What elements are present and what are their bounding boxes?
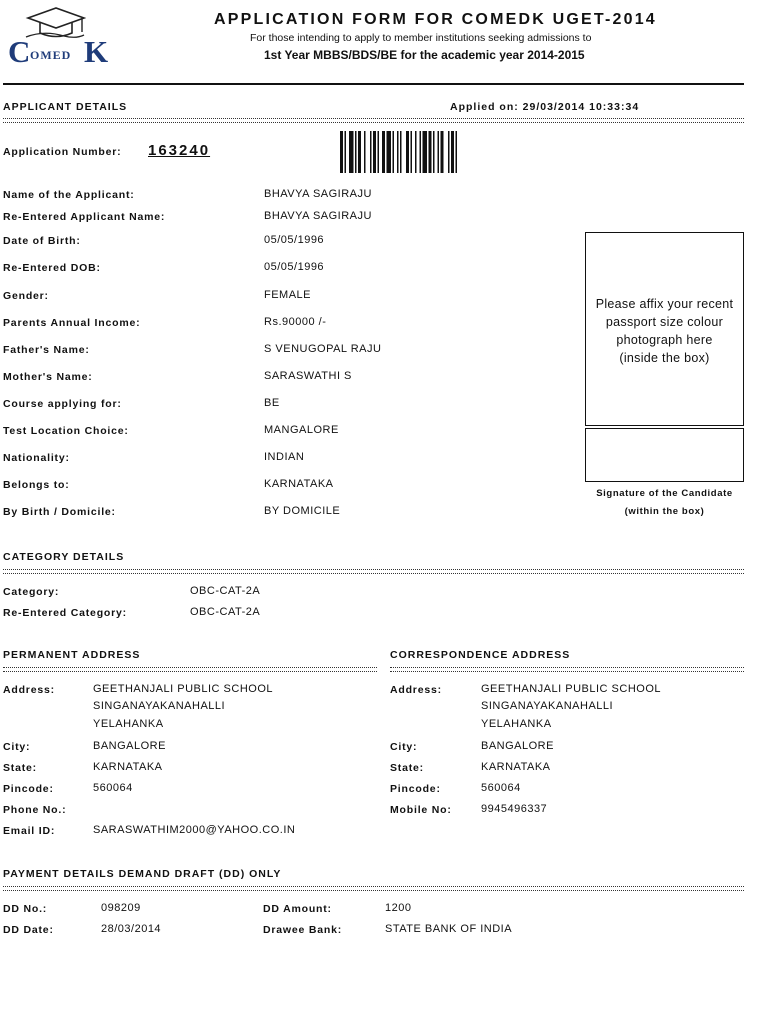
perm-email-value: SARASWATHIM2000@YAHOO.CO.IN (93, 824, 296, 836)
field-label: Re-Entered Applicant Name: (3, 211, 166, 223)
field-value: MANGALORE (264, 424, 339, 436)
field-value: BHAVYA SAGIRAJU (264, 188, 372, 200)
corr-mobile-value: 9945496337 (481, 803, 548, 815)
field-label: Mother's Name: (3, 371, 93, 383)
dd-no-value: 098209 (101, 902, 141, 914)
course-line: 1st Year MBBS/BDS/BE for the academic year 2014-2015 (264, 48, 585, 62)
form-subtitle: For those intending to apply to member institutions seeking admissions to (250, 32, 592, 44)
corr-state-label: State: (390, 762, 424, 774)
field-value: 05/05/1996 (264, 261, 325, 273)
perm-phone-label: Phone No.: (3, 804, 67, 816)
applicant-section-title: APPLICANT DETAILS (3, 101, 128, 113)
field-label: Father's Name: (3, 344, 90, 356)
field-label: Date of Birth: (3, 235, 81, 247)
drawee-bank-value: STATE BANK OF INDIA (385, 923, 513, 935)
section-divider (3, 569, 744, 574)
category-value: OBC-CAT-2A (190, 585, 261, 597)
field-value: Rs.90000 /- (264, 316, 327, 328)
perm-city-label: City: (3, 741, 31, 753)
perm-pincode-label: Pincode: (3, 783, 54, 795)
field-value: KARNATAKA (264, 478, 334, 490)
field-label: Name of the Applicant: (3, 189, 135, 201)
corr-state-value: KARNATAKA (481, 761, 551, 773)
section-divider (3, 886, 744, 891)
corr-mobile-label: Mobile No: (390, 804, 452, 816)
application-number-label: Application Number: (3, 146, 122, 158)
photo-box (585, 232, 744, 426)
field-value: SARASWATHI S (264, 370, 352, 382)
field-value: 05/05/1996 (264, 234, 325, 246)
logo-letters-omed: OMED (30, 48, 72, 62)
correspondence-address-title: CORRESPONDENCE ADDRESS (390, 649, 571, 661)
category-section-title: CATEGORY DETAILS (3, 551, 125, 563)
perm-address-label: Address: (3, 684, 55, 696)
corr-city-value: BANGALORE (481, 740, 554, 752)
corr-address-line: GEETHANJALI PUBLIC SCHOOL (481, 683, 661, 695)
graduation-cap-icon (24, 6, 86, 42)
field-label: Gender: (3, 290, 49, 302)
section-divider (3, 118, 744, 123)
photo-instructions: Please affix your recent passport size colour photograph here (inside the box) (595, 297, 734, 365)
field-value: BY DOMICILE (264, 505, 341, 517)
drawee-bank-label: Drawee Bank: (263, 924, 343, 936)
field-label: Belongs to: (3, 479, 70, 491)
permanent-address-title: PERMANENT ADDRESS (3, 649, 141, 661)
field-value: BHAVYA SAGIRAJU (264, 210, 372, 222)
logo-letter-c: C (8, 34, 31, 69)
field-label: By Birth / Domicile: (3, 506, 116, 518)
corr-address-line: YELAHANKA (481, 718, 552, 730)
perm-pincode-value: 560064 (93, 782, 133, 794)
field-label: Test Location Choice: (3, 425, 129, 437)
perm-email-label: Email ID: (3, 825, 56, 837)
field-label: Parents Annual Income: (3, 317, 141, 329)
perm-address-line: GEETHANJALI PUBLIC SCHOOL (93, 683, 273, 695)
barcode (340, 131, 496, 173)
reentered-category-label: Re-Entered Category: (3, 607, 127, 619)
corr-address-line: SINGANAYAKANAHALLI (481, 700, 614, 712)
reentered-category-value: OBC-CAT-2A (190, 606, 261, 618)
perm-city-value: BANGALORE (93, 740, 166, 752)
field-label: Course applying for: (3, 398, 122, 410)
field-label: Nationality: (3, 452, 70, 464)
applied-on: Applied on: 29/03/2014 10:33:34 (450, 101, 640, 113)
field-value: BE (264, 397, 280, 409)
perm-address-line: SINGANAYAKANAHALLI (93, 700, 226, 712)
signature-caption-sub: (within the box) (624, 506, 705, 517)
corr-city-label: City: (390, 741, 418, 753)
signature-caption: Signature of the Candidate (596, 488, 733, 499)
dd-date-label: DD Date: (3, 924, 54, 936)
perm-address-line: YELAHANKA (93, 718, 164, 730)
perm-state-label: State: (3, 762, 37, 774)
corr-pincode-value: 560064 (481, 782, 521, 794)
header-rule (3, 83, 744, 85)
section-divider (3, 667, 377, 672)
dd-no-label: DD No.: (3, 903, 48, 915)
signature-box (585, 428, 744, 482)
field-label: Re-Entered DOB: (3, 262, 101, 274)
dd-amount-label: DD Amount: (263, 903, 332, 915)
section-divider (390, 667, 744, 672)
corr-pincode-label: Pincode: (390, 783, 441, 795)
form-title: APPLICATION FORM FOR COMEDK UGET-2014 (214, 11, 657, 28)
category-label: Category: (3, 586, 60, 598)
field-value: FEMALE (264, 289, 312, 301)
perm-state-value: KARNATAKA (93, 761, 163, 773)
dd-date-value: 28/03/2014 (101, 923, 162, 935)
application-number: 163240 (148, 142, 211, 159)
payment-section-title: PAYMENT DETAILS DEMAND DRAFT (DD) ONLY (3, 868, 282, 880)
field-value: INDIAN (264, 451, 305, 463)
field-value: S VENUGOPAL RAJU (264, 343, 382, 355)
dd-amount-value: 1200 (385, 902, 412, 914)
corr-address-label: Address: (390, 684, 442, 696)
logo-letter-k: K (84, 34, 109, 69)
